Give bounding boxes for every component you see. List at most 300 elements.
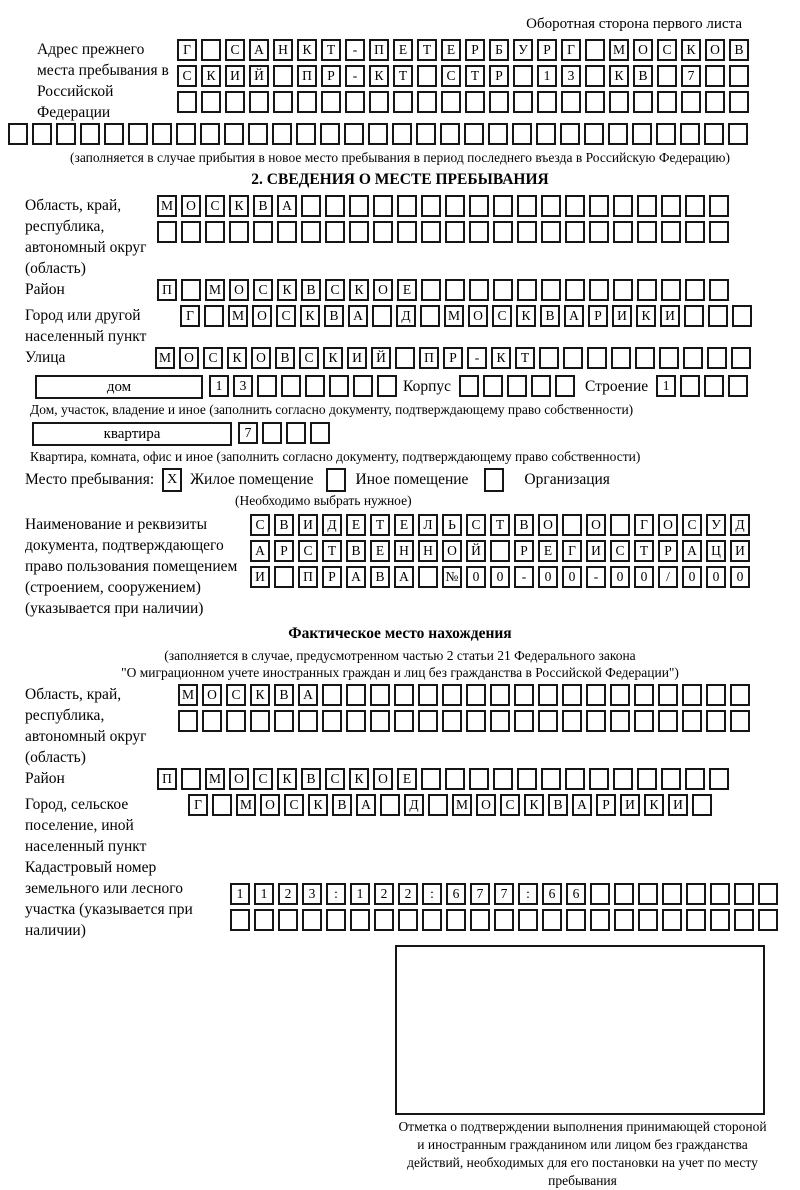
char-cell <box>537 91 557 113</box>
char-cell: С <box>325 768 345 790</box>
char-cell: В <box>633 65 653 87</box>
char-cell <box>684 305 704 327</box>
apartment-caption: Квартира, комната, офис и иное (заполнить согласно документу, подтверждающему право собственности) <box>30 449 641 464</box>
street-label: Улица <box>25 349 66 366</box>
char-cell <box>200 123 220 145</box>
char-row <box>250 566 754 588</box>
char-cell: К <box>227 347 247 369</box>
char-cell <box>512 123 532 145</box>
char-cell <box>730 684 750 706</box>
char-cell <box>373 195 393 217</box>
char-cell: С <box>226 684 246 706</box>
char-cell <box>705 65 725 87</box>
char-cell <box>587 347 607 369</box>
char-cell <box>608 123 628 145</box>
char-cell <box>585 65 605 87</box>
char-cell <box>178 710 198 732</box>
char-cell <box>493 221 513 243</box>
char-cell <box>445 768 465 790</box>
char-cell: 0 <box>610 566 630 588</box>
char-cell <box>541 768 561 790</box>
char-cell: С <box>177 65 197 87</box>
char-cell: Н <box>394 540 414 562</box>
char-cell <box>614 909 634 931</box>
char-cell <box>561 91 581 113</box>
char-cell: С <box>466 514 486 536</box>
char-cell <box>692 794 712 816</box>
stay-option-label-other: Иное помещение <box>355 471 469 488</box>
char-cell: О <box>633 39 653 61</box>
char-cell <box>565 195 585 217</box>
char-cell <box>531 375 551 397</box>
char-cell: Ь <box>442 514 462 536</box>
char-cell: К <box>681 39 701 61</box>
char-cell: 3 <box>302 883 322 905</box>
char-cell <box>589 195 609 217</box>
char-cell <box>541 279 561 301</box>
char-cell: Р <box>489 65 509 87</box>
char-cell <box>513 91 533 113</box>
char-cell <box>584 123 604 145</box>
char-cell <box>562 514 582 536</box>
char-cell: Г <box>562 540 582 562</box>
char-cell <box>302 909 322 931</box>
char-cell <box>298 710 318 732</box>
char-cell <box>656 123 676 145</box>
char-cell <box>685 195 705 217</box>
actual-location-caption-2: "О миграционном учете иностранных граждан и лиц без гражданства в Российской Федерации") <box>121 665 679 680</box>
char-cell: К <box>297 39 317 61</box>
char-cell <box>758 883 778 905</box>
char-cell <box>104 123 124 145</box>
house-box: дом <box>35 375 203 399</box>
char-cell: М <box>452 794 472 816</box>
char-row <box>178 710 754 732</box>
char-cell: Т <box>490 514 510 536</box>
char-cell <box>514 710 534 732</box>
char-cell <box>638 909 658 931</box>
prev-address-caption: (заполняется в случае прибытия в новое место пребывания в период последнего въезда в Российскую Федерацию) <box>69 150 731 165</box>
char-cell: В <box>275 347 295 369</box>
char-cell <box>322 710 342 732</box>
char-cell <box>586 710 606 732</box>
char-cell <box>710 883 730 905</box>
char-cell: 1 <box>350 883 370 905</box>
char-cell <box>657 91 677 113</box>
char-cell: О <box>476 794 496 816</box>
char-cell <box>421 768 441 790</box>
char-cell: Г <box>561 39 581 61</box>
char-cell <box>637 221 657 243</box>
char-cell <box>541 221 561 243</box>
char-cell: 0 <box>538 566 558 588</box>
stroenie-label: Строение <box>585 378 649 395</box>
char-cell <box>658 684 678 706</box>
char-cell: А <box>277 195 297 217</box>
char-cell <box>589 279 609 301</box>
stay-checkbox-other <box>326 468 346 492</box>
char-cell: Й <box>466 540 486 562</box>
char-cell <box>369 91 389 113</box>
char-cell <box>610 514 630 536</box>
house-caption: Дом, участок, владение и иное (заполнить согласно документу, подтверждающему право собственности) <box>30 402 634 417</box>
section2-title: 2. СВЕДЕНИЯ О МЕСТЕ ПРЕБЫВАНИЯ <box>251 171 549 188</box>
char-cell <box>729 65 749 87</box>
char-cell <box>494 909 514 931</box>
char-cell: О <box>373 768 393 790</box>
char-cell: Р <box>658 540 678 562</box>
char-cell: В <box>346 540 366 562</box>
char-cell: № <box>442 566 462 588</box>
char-cell <box>707 347 727 369</box>
char-cell <box>637 195 657 217</box>
char-cell: С <box>492 305 512 327</box>
char-cell: В <box>324 305 344 327</box>
char-cell: Т <box>322 540 342 562</box>
char-cell: 0 <box>706 566 726 588</box>
char-cell <box>538 684 558 706</box>
char-cell: А <box>298 684 318 706</box>
char-cell <box>610 684 630 706</box>
char-cell: Т <box>370 514 390 536</box>
char-cell: 2 <box>374 883 394 905</box>
char-cell: 0 <box>730 566 750 588</box>
char-cell <box>662 909 682 931</box>
char-cell <box>398 909 418 931</box>
char-cell <box>632 123 652 145</box>
char-cell <box>181 768 201 790</box>
char-cell <box>421 279 441 301</box>
char-cell <box>325 221 345 243</box>
char-cell: - <box>345 39 365 61</box>
char-cell: П <box>419 347 439 369</box>
char-cell <box>465 91 485 113</box>
char-cell <box>205 221 225 243</box>
char-cell: К <box>516 305 536 327</box>
char-cell: П <box>369 39 389 61</box>
char-cell <box>310 422 330 444</box>
char-cell: П <box>298 566 318 588</box>
char-cell: Н <box>418 540 438 562</box>
char-cell: : <box>518 883 538 905</box>
char-row <box>656 375 752 397</box>
char-cell <box>589 221 609 243</box>
char-cell <box>350 909 370 931</box>
char-cell <box>565 221 585 243</box>
char-cell <box>555 375 575 397</box>
char-cell <box>397 195 417 217</box>
char-cell: В <box>548 794 568 816</box>
char-cell <box>393 91 413 113</box>
korpus-label: Корпус <box>403 378 451 395</box>
char-cell <box>445 279 465 301</box>
char-cell: С <box>250 514 270 536</box>
document-field <box>0 514 800 619</box>
char-cell: 1 <box>230 883 250 905</box>
char-cell: О <box>468 305 488 327</box>
char-cell <box>417 65 437 87</box>
char-cell <box>634 684 654 706</box>
char-cell: В <box>301 768 321 790</box>
stay-option-label-organization: Организация <box>524 471 610 488</box>
char-cell: А <box>682 540 702 562</box>
char-cell <box>542 909 562 931</box>
city-label: Город или другой населенный пункт <box>25 307 147 345</box>
char-cell <box>394 684 414 706</box>
char-cell: : <box>422 883 442 905</box>
char-cell: М <box>228 305 248 327</box>
char-cell <box>469 221 489 243</box>
char-cell: Б <box>489 39 509 61</box>
char-cell <box>658 710 678 732</box>
house-row <box>35 375 800 401</box>
char-cell: П <box>157 768 177 790</box>
char-cell <box>539 347 559 369</box>
char-cell <box>732 305 752 327</box>
char-cell <box>445 221 465 243</box>
char-cell <box>277 221 297 243</box>
char-cell: 1 <box>254 883 274 905</box>
char-cell: О <box>705 39 725 61</box>
stay-type-row <box>25 468 800 492</box>
char-cell: 7 <box>238 422 258 444</box>
char-cell <box>230 909 250 931</box>
char-cell: Д <box>404 794 424 816</box>
char-cell: Е <box>393 39 413 61</box>
char-cell: А <box>250 540 270 562</box>
char-cell <box>728 375 748 397</box>
char-cell <box>397 221 417 243</box>
char-cell <box>514 684 534 706</box>
region-label: Область, край, республика, автономный округ (область) <box>25 197 147 277</box>
char-cell: С <box>276 305 296 327</box>
char-row <box>459 375 579 397</box>
char-cell <box>507 375 527 397</box>
char-cell <box>613 768 633 790</box>
char-cell <box>301 221 321 243</box>
char-cell <box>394 710 414 732</box>
char-cell: К <box>277 768 297 790</box>
char-cell <box>325 195 345 217</box>
char-cell: М <box>178 684 198 706</box>
cadastral-label: Кадастровый номер земельного или лесного участка (указывается при наличии) <box>25 859 193 939</box>
char-row <box>238 422 334 444</box>
char-cell: Е <box>441 39 461 61</box>
char-cell <box>517 279 537 301</box>
char-cell: 6 <box>542 883 562 905</box>
char-cell <box>202 710 222 732</box>
char-cell: М <box>157 195 177 217</box>
char-cell: С <box>441 65 461 87</box>
char-cell <box>377 375 397 397</box>
char-cell <box>709 768 729 790</box>
char-cell <box>661 279 681 301</box>
char-row <box>157 195 733 217</box>
char-cell: О <box>260 794 280 816</box>
char-cell: Й <box>371 347 391 369</box>
char-cell <box>469 279 489 301</box>
char-cell: С <box>325 279 345 301</box>
char-cell <box>322 684 342 706</box>
char-cell: И <box>347 347 367 369</box>
char-cell: Р <box>596 794 616 816</box>
char-cell <box>610 710 630 732</box>
char-cell: М <box>155 347 175 369</box>
char-cell <box>466 684 486 706</box>
char-cell: 7 <box>681 65 701 87</box>
char-cell <box>705 91 725 113</box>
char-cell <box>490 710 510 732</box>
char-cell <box>590 883 610 905</box>
street-field <box>0 347 800 373</box>
char-cell: К <box>250 684 270 706</box>
char-cell <box>685 221 705 243</box>
char-cell <box>181 221 201 243</box>
char-cell: О <box>229 768 249 790</box>
char-cell <box>422 909 442 931</box>
char-cell <box>201 39 221 61</box>
char-cell <box>493 195 513 217</box>
char-cell <box>446 909 466 931</box>
cadastral-field <box>0 857 800 941</box>
char-cell <box>685 768 705 790</box>
char-cell <box>490 540 510 562</box>
char-cell <box>704 375 724 397</box>
char-cell: О <box>229 279 249 301</box>
char-cell <box>638 883 658 905</box>
char-cell <box>685 279 705 301</box>
char-cell <box>370 684 390 706</box>
char-cell: Т <box>515 347 535 369</box>
actual-region-label: Область, край, республика, автономный округ (область) <box>25 686 147 766</box>
char-cell <box>734 883 754 905</box>
char-cell <box>613 195 633 217</box>
char-cell: 3 <box>233 375 253 397</box>
char-cell <box>441 91 461 113</box>
char-cell <box>225 91 245 113</box>
char-cell: 7 <box>494 883 514 905</box>
char-cell: К <box>308 794 328 816</box>
char-row <box>157 279 733 301</box>
char-cell: А <box>249 39 269 61</box>
char-cell: К <box>644 794 664 816</box>
char-cell <box>704 123 724 145</box>
char-cell: 0 <box>490 566 510 588</box>
char-cell: О <box>251 347 271 369</box>
char-cell: 1 <box>537 65 557 87</box>
char-cell: М <box>205 279 225 301</box>
char-cell <box>682 684 702 706</box>
char-cell <box>395 347 415 369</box>
char-cell <box>728 123 748 145</box>
char-cell <box>253 221 273 243</box>
actual-district-field <box>0 768 800 794</box>
char-cell: В <box>540 305 560 327</box>
stamp-caption: Отметка о подтверждении выполнения принимающей стороной и иностранным гражданином или лицом без гражданства действий, необходимых для его постановки на учет по месту пребывания <box>398 1119 767 1188</box>
city-field <box>0 305 800 347</box>
apartment-box: квартира <box>32 422 232 446</box>
char-cell: С <box>500 794 520 816</box>
char-cell: И <box>225 65 245 87</box>
char-cell: В <box>514 514 534 536</box>
char-cell: Г <box>180 305 200 327</box>
char-cell <box>420 305 440 327</box>
char-cell <box>250 710 270 732</box>
char-cell <box>538 710 558 732</box>
char-cell <box>370 710 390 732</box>
char-cell: В <box>332 794 352 816</box>
header-note: Оборотная сторона первого листа <box>526 16 742 32</box>
char-cell: К <box>609 65 629 87</box>
stay-option-label-residential: Жилое помещение <box>190 471 314 488</box>
char-cell <box>181 279 201 301</box>
char-cell: Р <box>443 347 463 369</box>
char-cell <box>565 279 585 301</box>
char-cell: 0 <box>682 566 702 588</box>
char-cell: 3 <box>561 65 581 87</box>
char-cell: С <box>253 768 273 790</box>
char-cell <box>201 91 221 113</box>
actual-district-label: Район <box>25 770 65 787</box>
char-cell: О <box>442 540 462 562</box>
stay-type-label: Место пребывания: <box>25 471 155 488</box>
char-cell <box>212 794 232 816</box>
char-cell <box>392 123 412 145</box>
char-cell: И <box>730 540 750 562</box>
char-cell <box>661 221 681 243</box>
char-cell <box>445 195 465 217</box>
char-cell: 0 <box>634 566 654 588</box>
char-cell: Р <box>465 39 485 61</box>
char-cell: Е <box>538 540 558 562</box>
char-row <box>230 883 782 905</box>
char-cell: Р <box>322 566 342 588</box>
char-cell <box>176 123 196 145</box>
char-cell: Д <box>396 305 416 327</box>
char-cell <box>513 65 533 87</box>
char-cell <box>566 909 586 931</box>
char-cell: С <box>682 514 702 536</box>
char-cell <box>56 123 76 145</box>
char-cell <box>634 710 654 732</box>
char-cell <box>483 375 503 397</box>
char-cell <box>635 347 655 369</box>
char-cell <box>278 909 298 931</box>
char-cell <box>517 768 537 790</box>
char-cell <box>709 195 729 217</box>
char-cell: В <box>370 566 390 588</box>
char-cell <box>272 123 292 145</box>
char-row <box>8 123 800 145</box>
char-cell: Н <box>273 39 293 61</box>
char-row <box>155 347 755 369</box>
char-cell <box>662 883 682 905</box>
char-cell: К <box>349 279 369 301</box>
char-cell <box>609 91 629 113</box>
char-cell <box>459 375 479 397</box>
char-cell: Р <box>321 65 341 87</box>
char-cell <box>418 710 438 732</box>
char-cell <box>637 279 657 301</box>
char-cell <box>372 305 392 327</box>
char-cell: К <box>277 279 297 301</box>
char-cell: Е <box>346 514 366 536</box>
prev-address-label: Адрес прежнего места пребывания в Российской Федерации <box>37 41 169 121</box>
char-cell: О <box>538 514 558 536</box>
char-cell: О <box>373 279 393 301</box>
char-cell: В <box>729 39 749 61</box>
char-cell <box>320 123 340 145</box>
